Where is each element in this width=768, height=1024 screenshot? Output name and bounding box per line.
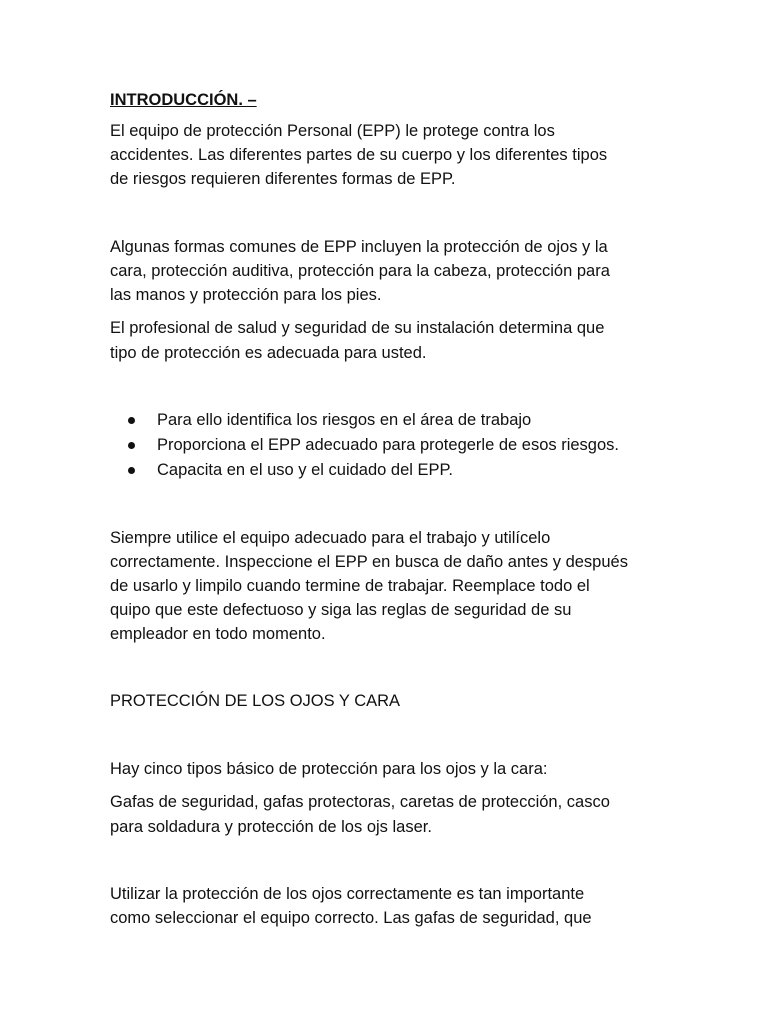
paragraph-line: empleador en todo momento. bbox=[110, 625, 326, 643]
paragraph-line: quipo que este defectuoso y siga las reglas de seguridad de su bbox=[110, 601, 572, 619]
paragraph-line: de riesgos requieren diferentes formas de EPP. bbox=[110, 170, 456, 188]
paragraph-line: accidentes. Las diferentes partes de su cuerpo y los diferentes tipos bbox=[110, 146, 608, 164]
paragraph-line: El equipo de protección Personal (EPP) le protege contra los bbox=[110, 122, 555, 140]
bullet-text: Capacita en el uso y el cuidado del EPP. bbox=[157, 461, 453, 479]
paragraph-line: Algunas formas comunes de EPP incluyen la protección de ojos y la bbox=[110, 238, 608, 256]
paragraph-line: de usarlo y limpilo cuando termine de trabajar. Reemplace todo el bbox=[110, 577, 590, 595]
section-heading: PROTECCIÓN DE LOS OJOS Y CARA bbox=[110, 692, 401, 710]
bullet-icon bbox=[128, 417, 135, 424]
paragraph-line: Utilizar la protección de los ojos correctamente es tan importante bbox=[110, 885, 585, 903]
paragraph-line: El profesional de salud y seguridad de su instalación determina que bbox=[110, 319, 605, 337]
paragraph-line: correctamente. Inspeccione el EPP en busca de daño antes y después bbox=[110, 553, 628, 571]
paragraph-line: para soldadura y protección de los ojs laser. bbox=[110, 818, 432, 836]
bullet-icon bbox=[128, 442, 135, 449]
paragraph-line: tipo de protección es adecuada para usted. bbox=[110, 344, 427, 362]
paragraph-line: como seleccionar el equipo correcto. Las gafas de seguridad, que bbox=[110, 909, 592, 927]
paragraph-line: Siempre utilice el equipo adecuado para el trabajo y utilícelo bbox=[110, 529, 551, 547]
bullet-icon bbox=[128, 467, 135, 474]
bullet-text: Para ello identifica los riesgos en el área de trabajo bbox=[157, 411, 532, 429]
paragraph-line: las manos y protección para los pies. bbox=[110, 286, 382, 304]
bullet-text: Proporciona el EPP adecuado para protegerle de esos riesgos. bbox=[157, 436, 619, 454]
paragraph-line: cara, protección auditiva, protección para la cabeza, protección para bbox=[110, 262, 610, 280]
paragraph-line: Hay cinco tipos básico de protección para los ojos y la cara: bbox=[110, 760, 548, 778]
paragraph-line: Gafas de seguridad, gafas protectoras, caretas de protección, casco bbox=[110, 793, 610, 811]
intro-heading: INTRODUCCIÓN. – bbox=[110, 91, 257, 109]
